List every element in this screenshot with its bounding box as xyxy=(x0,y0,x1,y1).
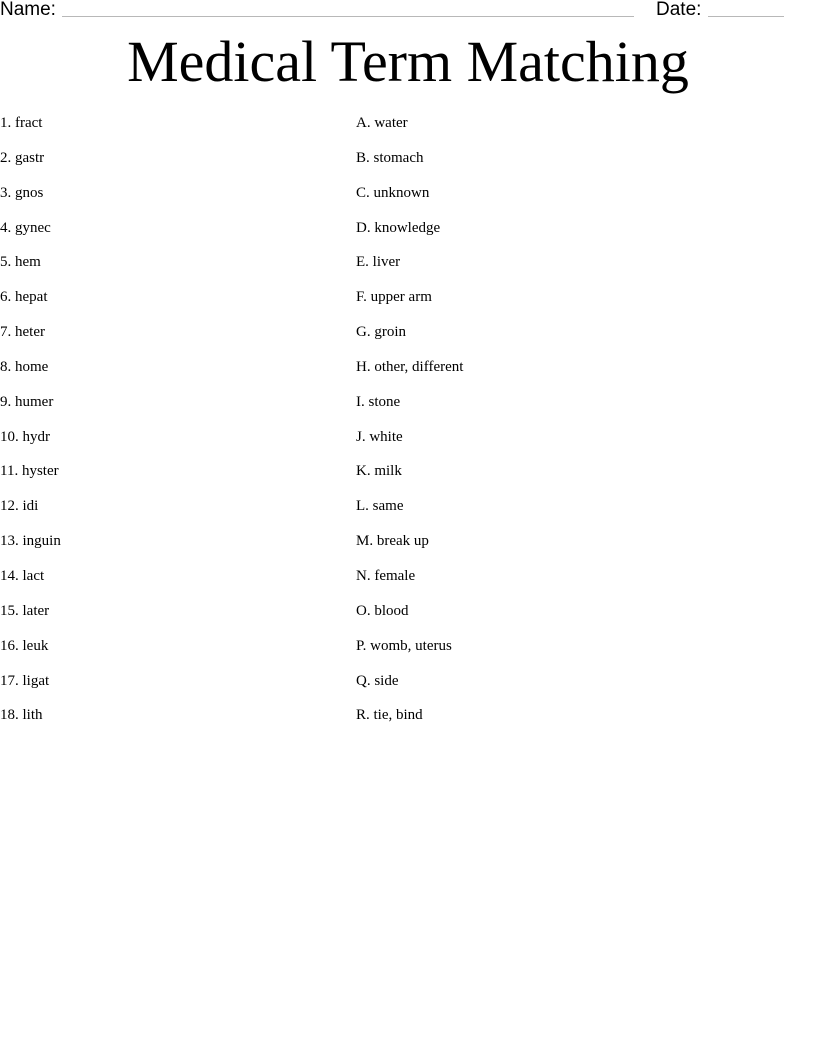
term-item: 17. ligat xyxy=(0,672,50,689)
definitions-column xyxy=(356,113,796,740)
page-title: Medical Term Matching xyxy=(127,29,689,94)
definition-item: J. white xyxy=(356,428,403,445)
definition-item: A. water xyxy=(356,115,408,131)
term-item: 11. hyster xyxy=(0,463,59,480)
definition-item: F. upper arm xyxy=(356,289,432,306)
definition-item: N. female xyxy=(356,567,416,584)
definition-item: E. liver xyxy=(356,254,401,271)
term-item: 18. lith xyxy=(0,707,43,724)
definition-item: K. milk xyxy=(356,463,402,480)
definition-item: B. stomach xyxy=(356,149,424,166)
terms-column xyxy=(0,113,340,740)
term-item: 6. hepat xyxy=(0,289,48,306)
definition-item: C. unknown xyxy=(356,184,430,201)
term-item: 7. heter xyxy=(0,324,45,341)
name-blank-line xyxy=(62,16,634,17)
definition-item: D. knowledge xyxy=(356,219,441,236)
date-blank-line xyxy=(708,16,784,17)
definition-item: H. other, different xyxy=(356,358,464,375)
definition-item: P. womb, uterus xyxy=(356,637,452,654)
term-item: 12. idi xyxy=(0,498,39,515)
term-item: 9. humer xyxy=(0,393,54,410)
term-item: 5. hem xyxy=(0,254,41,271)
definition-item: O. blood xyxy=(356,602,409,619)
term-item: 1. fract xyxy=(0,115,43,131)
definition-item: M. break up xyxy=(356,533,429,550)
term-item: 3. gnos xyxy=(0,184,44,201)
term-item: 10. hydr xyxy=(0,428,50,445)
date-label: Date: xyxy=(656,0,702,20)
term-item: 14. lact xyxy=(0,567,45,584)
definition-item: L. same xyxy=(356,498,404,515)
term-item: 13. inguin xyxy=(0,533,61,550)
definition-item: I. stone xyxy=(356,393,401,410)
name-label: Name: xyxy=(0,0,56,20)
term-item: 2. gastr xyxy=(0,149,45,166)
definition-item: R. tie, bind xyxy=(356,707,423,724)
term-item: 4. gynec xyxy=(0,219,51,236)
definition-item: G. groin xyxy=(356,324,406,341)
definition-item: Q. side xyxy=(356,672,399,689)
term-item: 15. later xyxy=(0,602,50,619)
term-item: 8. home xyxy=(0,358,49,375)
worksheet-header xyxy=(0,0,816,24)
term-item: 16. leuk xyxy=(0,637,49,654)
